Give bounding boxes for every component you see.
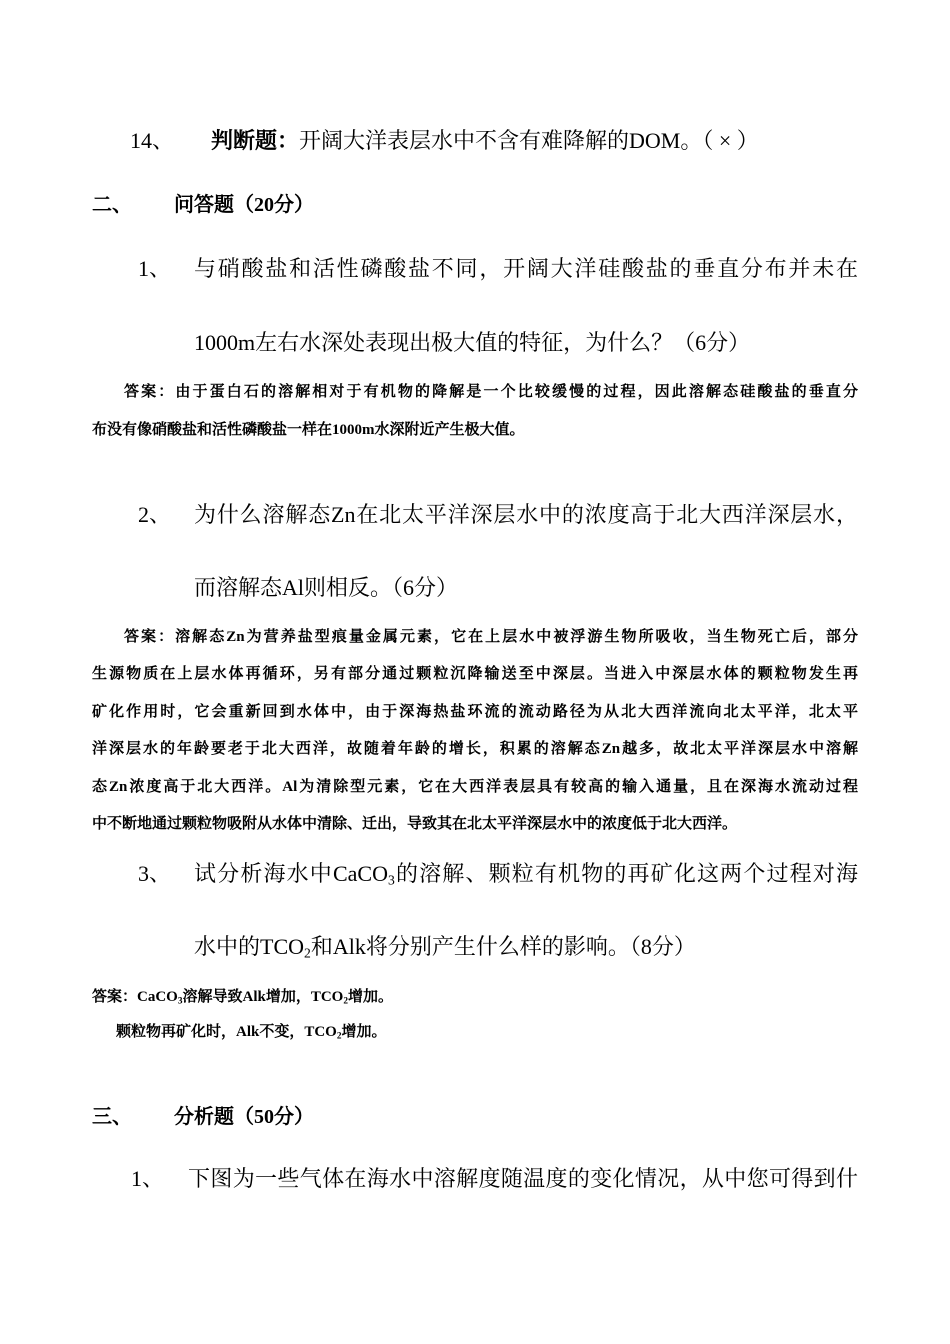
text-segment: 的溶解、颗粒有机物的再矿化这两个过程对海 [394,861,858,886]
question-type-label: 判断题： [211,128,300,153]
answer-2-line-6: 中不断地通过颗粒物吸附从水体中清除、迁出，导致其在北太平洋深层水中的浓度低于北大西洋。 [92,816,738,832]
question-3-line-1 [194,857,858,888]
text-segment: 溶解导致Alk增加，TCO [182,989,344,1005]
question-3-number: 3、 [138,861,172,886]
answer-2-line-3: 矿化作用时，它会重新回到水体中，由于深海热盐环流的流动路径为从北大西洋流向北太平洋，北太平 [92,704,858,720]
section-title: 分析题（50分） [174,1106,314,1128]
text-segment: 和Alk将分别产生什么样的影响。（8分） [310,934,696,959]
subscript: 2 [336,1031,342,1042]
text-segment: 颗粒物再矿化时，Alk不变，TCO [116,1024,337,1040]
question-14 [130,124,759,155]
answer-2-line-2: 生源物质在上层水体再循环，另有部分通过颗粒沉降输送至中深层。当进入中深层水体的颗粒物发生再 [92,666,858,682]
question-2-number: 2、 [138,502,172,527]
question-3-line-2 [194,930,696,961]
subscript: 3 [387,872,395,888]
text-segment: 答案：CaCO [92,989,178,1005]
section-heading-3 [92,1100,314,1129]
section-title: 问答题（20分） [174,194,314,216]
subscript: 3 [177,996,183,1007]
question-1-number: 1、 [138,256,172,281]
text-segment: 试分析海水中CaCO [194,861,388,886]
question-number: 14、 [130,128,175,153]
answer-1-line-2: 布没有像硝酸盐和活性磷酸盐一样在1000m水深附近产生极大值。 [92,422,525,438]
section-number: 三、 [92,1106,132,1128]
question-text: 开阔大洋表层水中不含有难降解的DOM。（ × ） [299,128,759,153]
analysis-question-1-line-1: 下图为一些气体在海水中溶解度随温度的变化情况，从中您可得到什 [188,1166,858,1191]
answer-2-line-4: 洋深层水的年龄要老于北大西洋，故随着年龄的增长，积累的溶解态Zn越多，故北太平洋深层水中溶解 [92,741,858,757]
subscript: 2 [304,945,311,961]
text-segment: 增加。 [348,989,394,1005]
section-number: 二、 [92,194,132,216]
question-2-line-1: 为什么溶解态Zn在北太平洋深层水中的浓度高于北大西洋深层水， [194,502,858,527]
analysis-question-1-number: 1、 [131,1166,165,1191]
text-segment: 增加。 [341,1024,387,1040]
answer-2-line-5: 态Zn浓度高于北大西洋。Al为清除型元素，它在大西洋表层具有较高的输入通量，且在深海水流动过程 [92,779,858,795]
answer-1-line-1: 答案：由于蛋白石的溶解相对于有机物的降解是一个比较缓慢的过程，因此溶解态硅酸盐的垂直分 [124,384,858,400]
question-2-line-2: 而溶解态Al则相反。（6分） [194,575,459,600]
question-1-line-2: 1000m左右水深处表现出极大值的特征，为什么？（6分） [194,330,751,355]
question-1-line-1: 与硝酸盐和活性磷酸盐不同，开阔大洋硅酸盐的垂直分布并未在 [194,256,858,281]
section-heading-2 [92,188,314,217]
text-segment: 水中的TCO [194,934,305,959]
answer-2-line-1: 答案：溶解态Zn为营养盐型痕量金属元素，它在上层水中被浮游生物所吸收，当生物死亡后，部分 [124,629,858,645]
answer-3-line-1 [92,985,393,1006]
subscript: 2 [343,996,349,1007]
answer-3-line-2 [116,1020,387,1041]
